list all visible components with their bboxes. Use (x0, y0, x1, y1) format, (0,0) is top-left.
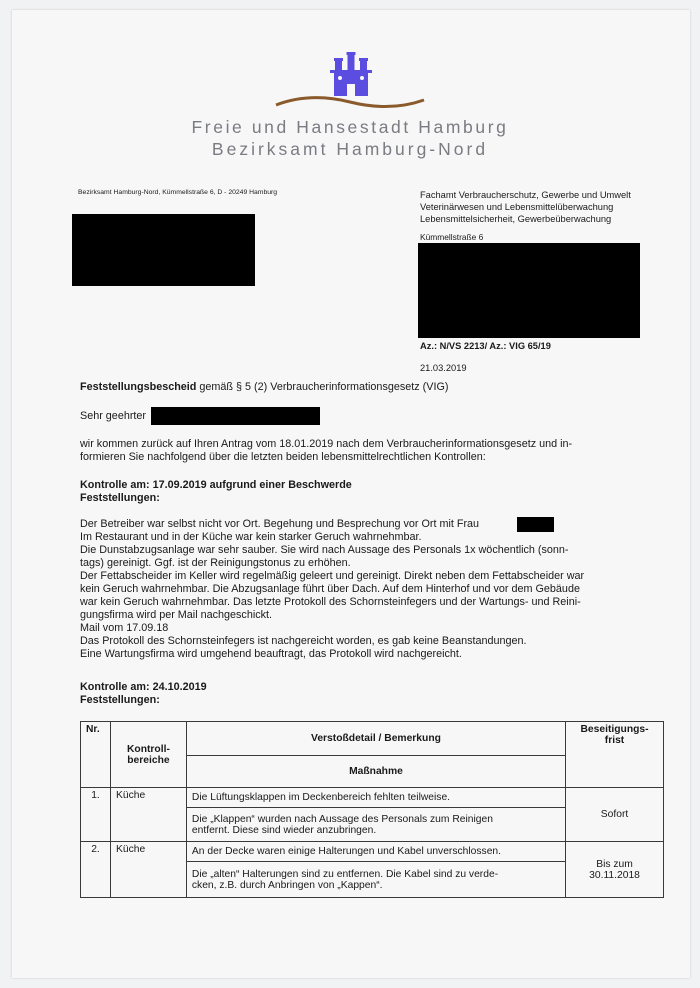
redaction-contact-details (418, 243, 640, 338)
hamburg-castle-logo (270, 50, 430, 112)
finding-line: Das Protokoll des Schornsteinfegers ist nachgereicht worden, es gab keine Beanstandungen. (80, 635, 527, 647)
department-line: Lebensmittelsicherheit, Gewerbeüberwachung (420, 214, 612, 224)
department-line: Fachamt Verbraucherschutz, Gewerbe und Umwelt (420, 190, 631, 200)
finding-line: Der Fettabscheider im Keller wird regelmäßig geleert und gereinigt. Direkt neben dem Fettabscheider war (80, 570, 585, 582)
subject-bold: Feststellungsbescheid (80, 381, 197, 393)
letterhead-city: Freie und Hansestadt Hamburg (191, 117, 509, 137)
row-bereich: Küche (110, 842, 186, 898)
header-nr: Nr. (81, 722, 111, 788)
redaction-contact-name (517, 517, 554, 532)
subject-rest: gemäß § 5 (2) Verbraucherinformationsgesetz (VIG) (196, 381, 449, 393)
intro-paragraph (80, 438, 572, 464)
finding-line: Im Restaurant und in der Küche war kein starker Geruch wahrnehmbar. (80, 531, 422, 543)
header-frist: Beseitigungs- frist (566, 722, 664, 788)
finding-line: war kein Geruch wahrnehmbar. Das letzte Protokoll des Schornsteinfegers und der Wartungs- und Reini- (80, 596, 581, 608)
intro-line: wir kommen zurück auf Ihren Antrag vom 18.01.2019 nach dem Verbraucherinformationsgesetz und in- (80, 438, 573, 450)
department-block (420, 189, 631, 225)
salutation: Sehr geehrter (80, 410, 147, 422)
table-row (81, 842, 664, 862)
finding-line: Mail vom 17.09.18 (80, 622, 169, 634)
sender-address-line: Bezirksamt Hamburg-Nord, Kümmellstraße 6, D - 20249 Hamburg (78, 189, 278, 196)
row-nr: 1. (81, 788, 111, 842)
header-bereiche: Kontroll- bereiche (110, 722, 186, 788)
control1-subtitle: Feststellungen: (80, 492, 160, 504)
row-verstoss: An der Decke waren einige Halterungen und Kabel unverschlossen. (186, 842, 565, 862)
control1-heading (80, 479, 352, 505)
control1-findings (80, 518, 584, 661)
row-frist: Sofort (566, 788, 664, 842)
finding-line: kein Geruch wahrnehmbar. Die Abzugsanlage führt über Dach. Auf dem Hinterhof und vor dem Gebäude (80, 583, 580, 595)
row-frist: Bis zum 30.11.2018 (566, 842, 664, 898)
finding-line: Der Betreiber war selbst nicht vor Ort. Begehung und Besprechung vor Ort mit Frau (80, 518, 480, 530)
control1-title: Kontrolle am: 17.09.2019 aufgrund einer Beschwerde (80, 479, 352, 491)
table-header-row (81, 722, 664, 756)
row-nr: 2. (81, 842, 111, 898)
letterhead-office: Bezirksamt Hamburg-Nord (211, 139, 489, 159)
table-row (81, 788, 664, 808)
department-line: Veterinärwesen und Lebensmittelüberwachung (420, 202, 614, 212)
control2-subtitle: Feststellungen: (80, 694, 160, 706)
finding-line: tags) gereinigt. Ggf. ist der Reinigungstonus zu erhöhen. (80, 557, 351, 569)
finding-line: Eine Wartungsfirma wird umgehend beauftragt, das Protokoll wird nachgereicht. (80, 648, 462, 660)
control2-title: Kontrolle am: 24.10.2019 (80, 681, 207, 693)
finding-line: Die Dunstabzugsanlage war sehr sauber. Sie wird nach Aussage des Personals 1x wöchentlich (sonn- (80, 544, 569, 556)
row-bereich: Küche (110, 788, 186, 842)
control2-heading (80, 681, 207, 707)
redaction-name (151, 407, 320, 425)
header-massnahme: Maßnahme (186, 756, 565, 788)
intro-line: formieren Sie nachfolgend über die letzten beiden lebensmittelrechtlichen Kontrollen: (80, 451, 486, 463)
subject-line (80, 381, 448, 394)
findings-table (80, 721, 664, 898)
row-massnahme: Die „Klappen“ wurden nach Aussage des Personals zum Reinigen entfernt. Diese sind wieder anzubringen. (186, 808, 565, 842)
department-street: Kümmellstraße 6 (420, 232, 484, 242)
header-detail: Verstoßdetail / Bemerkung (186, 722, 565, 756)
row-verstoss: Die Lüftungsklappen im Deckenbereich fehlten teilweise. (186, 788, 565, 808)
row-massnahme: Die „alten“ Halterungen sind zu entfernen. Die Kabel sind zu verde- cken, z.B. durch Anbringen von „Kappen“. (186, 862, 565, 898)
redaction-recipient-address (72, 214, 255, 286)
finding-line: gungsfirma wird per Mail nachgeschickt. (80, 609, 273, 621)
reference-number: Az.: N/VS 2213/ Az.: VIG 65/19 (420, 341, 551, 351)
letter-date: 21.03.2019 (420, 363, 467, 373)
